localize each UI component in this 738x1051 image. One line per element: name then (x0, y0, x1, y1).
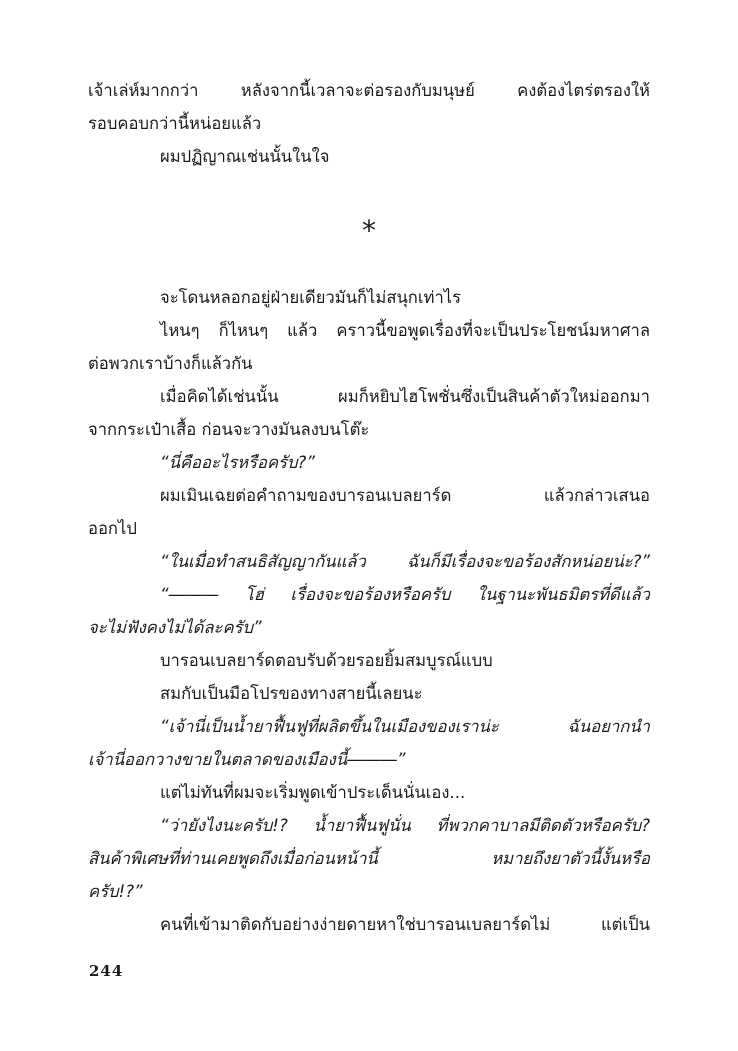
text-line: แต่ไม่ทันที่ผมจะเริ่มพูดเข้าประเด็นนั่นเอง... (160, 783, 466, 802)
dialogue-line: “ว่ายังไงนะครับ!? น้ำยาฟื้นฟูนั่น ที่พวกคาบาลมีติดตัวหรือครับ? (160, 816, 650, 835)
dialogue-line: จะไม่ฟังคงไม่ได้ละครับ” (88, 618, 262, 637)
text-line: ผมปฏิญาณเช่นนั้นในใจ (160, 147, 330, 166)
text-line: ผมเมินเฉยต่อคำถามของบารอนเบลยาร์ด แล้วกล่าวเสนอ (160, 486, 650, 505)
dialogue-line: “――― โฮ่ เรื่องจะขอร้องหรือครับ ในฐานะพันธมิตรที่ดีแล้ว (160, 585, 650, 604)
text-line: ไหนๆ ก็ไหนๆ แล้ว คราวนี้ขอพูดเรื่องที่จะเป็นประโยชน์มหาศาล (160, 321, 650, 340)
text-line: บารอนเบลยาร์ดตอบรับด้วยรอยยิ้มสมบูรณ์แบบ (160, 651, 493, 670)
text-line: รอบคอบกว่านี้หน่อยแล้ว (88, 114, 262, 133)
dialogue-line: ครับ!?” (88, 882, 143, 901)
text-line: สมกับเป็นมือโปรของทางสายนี้เลยนะ (160, 684, 423, 703)
dialogue-line: “นี่คืออะไรหรือครับ?” (160, 453, 315, 472)
dialogue-line: “ในเมื่อทำสนธิสัญญากันแล้ว ฉันก็มีเรื่องจะขอร้องสักหน่อยน่ะ?” (160, 552, 650, 571)
text-line: จากกระเป๋าเสื้อ ก่อนจะวางมันลงบนโต๊ะ (88, 420, 370, 439)
text-line: ต่อพวกเราบ้างก็แล้วกัน (88, 354, 253, 373)
text-line: คนที่เข้ามาติดกับอย่างง่ายดายหาใช่บารอนเบลยาร์ดไม่ แต่เป็น (160, 915, 650, 934)
dialogue-line: “เจ้านี่เป็นน้ำยาฟื้นฟูที่ผลิตขึ้นในเมืองของเราน่ะ ฉันอยากนำ (160, 717, 650, 736)
text-line: เมื่อคิดได้เช่นนั้น ผมก็หยิบไฮโพชั่นซึ่งเป็นสินค้าตัวใหม่ออกมา (160, 387, 650, 406)
text-line: จะโดนหลอกอยู่ฝ่ายเดียวมันก็ไม่สนุกเท่าไร (160, 288, 462, 307)
page-number: 244 (89, 962, 124, 980)
text-line: เจ้าเล่ห์มากกว่า หลังจากนี้เวลาจะต่อรองกับมนุษย์ คงต้องไตร่ตรองให้ (88, 81, 650, 100)
dialogue-line: เจ้านี่ออกวางขายในตลาดของเมืองนี้―――” (88, 750, 406, 769)
section-break: * (362, 214, 376, 247)
dialogue-line: สินค้าพิเศษที่ท่านเคยพูดถึงเมื่อก่อนหน้านี้ หมายถึงยาตัวนี้งั้นหรือ (88, 849, 650, 868)
text-line: ออกไป (88, 519, 137, 538)
